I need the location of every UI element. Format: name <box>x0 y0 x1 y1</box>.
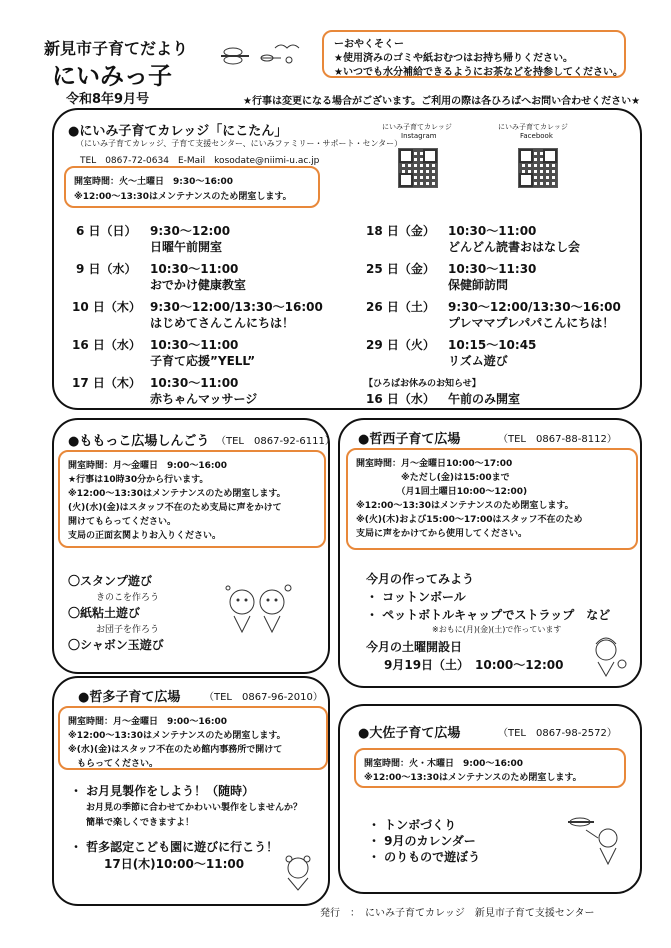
activity-sub: きのこを作ろう <box>96 593 160 603</box>
dragonfly-girl-illustration <box>560 808 630 868</box>
event: ・ お月見製作をしよう！（随時） <box>70 784 255 798</box>
event-name: 子育て応援”YELL” <box>150 354 256 368</box>
hours-text: ※12:00～13:30はメンテナンスのため閉室します。 <box>68 489 286 499</box>
hours-text: 開室時間：火・木曜日 9:00～16:00 <box>364 759 524 769</box>
make-title: 今月の作ってみよう <box>366 572 475 586</box>
hours-text: ★行事は10時30分から行います。 <box>68 475 209 485</box>
event-sub: 簡単で楽しくできますよ！ <box>86 818 195 828</box>
promise-title: ーおやくそくー <box>334 39 404 50</box>
event-time: 10:30～11:00 <box>150 376 239 390</box>
section-title: ●哲西子育て広場 <box>358 432 461 447</box>
hours-box <box>346 448 638 550</box>
section-title: ●ももっこ広場しんごう <box>68 434 210 449</box>
bear-illustration <box>278 852 318 892</box>
issue-label: 令和8年9月号 <box>66 92 150 107</box>
event-sub: お月見の季節に合わせてかわいい製作をしませんか？ <box>86 803 303 813</box>
global-notice: ★行事は変更になる場合がございます。ご利用の際は各ひろばへお問い合わせください★ <box>243 96 641 107</box>
event-time: 10:30～11:00 <box>150 338 239 352</box>
section-subtitle: （にいみ子育てカレッジ、子育て支援センター、にいみファミリー・サポート・センター） <box>76 139 403 148</box>
event-time: 9:30～12:00/13:30～16:00 <box>150 300 323 314</box>
hours-text: ※(水)(金)はスタッフ不在のため館内事務所で開けて <box>68 745 283 755</box>
event-date: 25 日（金） <box>366 262 435 276</box>
make-item: ・ コットンボール <box>366 590 466 604</box>
hours-box <box>64 166 320 208</box>
event-date: 6 日（日） <box>76 224 137 238</box>
hours-box <box>58 706 328 770</box>
hours-text: ※12:00～13:30はメンテナンスのため閉室します。 <box>68 731 286 741</box>
event-name: リズム遊び <box>448 354 508 368</box>
promise-box <box>322 30 626 78</box>
activity-sub: お団子を作ろう <box>96 625 160 635</box>
event-date: 17 日（木） <box>72 376 141 390</box>
momokko-section <box>52 418 335 674</box>
event-name: どんどん読書おはなし会 <box>448 240 581 254</box>
child-flower-illustration <box>588 634 628 678</box>
event-name: プレママプレパパこんにちは！ <box>448 316 615 330</box>
section-tel: （TEL 0867-88-8112） <box>498 434 617 445</box>
tetta-section <box>52 676 330 906</box>
saturday-date: 9月19日（土） 10:00～12:00 <box>384 658 564 672</box>
hours-text: もらってください。 <box>68 759 159 769</box>
hours-text: 開室時間：月～金曜日 9:00～16:00 <box>68 461 228 471</box>
qr-label: Facebook <box>520 132 553 140</box>
hours-text: (火)(水)(金)はスタッフ不在のため支局に声をかけて <box>68 503 282 513</box>
dragonfly-illustration <box>215 38 303 78</box>
event-time: 10:15～10:45 <box>448 338 537 352</box>
hours-text: ※12:00～13:30はメンテナンスのため閉室します。 <box>74 192 292 202</box>
hours-text: ※12:00～13:30はメンテナンスのため閉室します。 <box>364 773 582 783</box>
event-sub: 17日(木)10:00～11:00 <box>104 857 245 871</box>
facebook-qr-code[interactable] <box>518 148 558 188</box>
hours-text: 支局に声をかけてから使用してください。 <box>356 529 528 539</box>
saturday-title: 今月の土曜開設日 <box>366 640 463 654</box>
newsletter-title: 新見市子育てだより <box>44 39 189 58</box>
qr-label: Instagram <box>401 132 437 140</box>
event: ・ 哲多認定こども園に遊びに行こう！ <box>70 840 279 854</box>
closed-text: 午前のみ開室 <box>448 392 521 406</box>
hours-text: （月1回土曜日10:00～12:00) <box>356 487 528 497</box>
osa-section <box>338 704 642 894</box>
event-time: 10:30～11:00 <box>448 224 537 238</box>
hours-box <box>58 450 326 548</box>
activity: 〇スタンプ遊び <box>68 574 153 588</box>
activity: ・ トンボづくり <box>368 818 457 832</box>
make-note: ※おもに(月)(金)(土)で作っています <box>432 625 562 634</box>
event-date: 16 日（水） <box>72 338 141 352</box>
event-name: 赤ちゃんマッサージ <box>150 392 258 406</box>
event-date: 18 日（金） <box>366 224 435 238</box>
section-title: ●大佐子育て広場 <box>358 726 461 741</box>
section-title: ●にいみ子育てカレッジ「にこたん」 <box>68 124 288 139</box>
hours-text: ※(火)(木)および15:00～17:00はスタッフ不在のため <box>356 515 583 525</box>
event-time: 9:30～12:00/13:30～16:00 <box>448 300 621 314</box>
instagram-qr-code[interactable] <box>398 148 438 188</box>
children-illustration <box>222 580 292 636</box>
qr-label: にいみ子育てカレッジ <box>382 123 452 131</box>
qr-label: にいみ子育てカレッジ <box>498 123 568 131</box>
contact-info: TEL 0867-72-0634 E-Mail kosodate@niimi-u.ac.jp <box>80 156 320 166</box>
section-tel: （TEL 0867-96-2010） <box>204 692 323 703</box>
activity: ・ 9月のカレンダー <box>368 834 476 848</box>
newsletter-subtitle: にいみっ子 <box>52 62 172 90</box>
event-name: 日曜午前開室 <box>150 240 223 254</box>
event-name: おでかけ健康教室 <box>150 278 246 292</box>
event-date: 10 日（木） <box>72 300 141 314</box>
activity: ・ のりもので遊ぼう <box>368 850 481 864</box>
closed-date: 16 日（水） <box>366 392 435 406</box>
make-item: ・ ペットボトルキャップでストラップ など <box>366 608 611 622</box>
section-tel: （TEL 0867-98-2572） <box>498 728 617 739</box>
promise-line: ★いつでも水分補給できるようにお茶などを持参してください。 <box>334 67 623 78</box>
hours-text: 開室時間：月～金曜日 9:00～16:00 <box>68 717 228 727</box>
nikotan-section <box>52 108 642 410</box>
event-time: 10:30～11:00 <box>150 262 239 276</box>
section-tel: （TEL 0867-92-6111） <box>216 436 335 447</box>
hours-text: 支局の正面玄関よりお入りください。 <box>68 531 222 541</box>
event-name: はじめてさんこんにちは！ <box>150 316 295 330</box>
hours-text: ※ただし(金)は15:00まで <box>356 473 510 483</box>
event-date: 9 日（水） <box>76 262 137 276</box>
event-date: 26 日（土） <box>366 300 435 314</box>
event-time: 9:30～12:00 <box>150 224 231 238</box>
section-title: ●哲多子育て広場 <box>78 690 181 705</box>
event-name: 保健師訪問 <box>448 278 509 292</box>
activity: 〇紙粘土遊び <box>68 606 141 620</box>
publisher: 発行 ： にいみ子育てカレッジ 新見市子育て支援センター <box>320 908 595 919</box>
hours-text: ※12:00～13:30はメンテナンスのため閉室します。 <box>356 501 574 511</box>
closed-notice: 【ひろばお休みのお知らせ】 <box>364 379 481 389</box>
tessei-section <box>338 418 642 688</box>
event-date: 29 日（火） <box>366 338 435 352</box>
hours-text: 開室時間：火～土曜日 9:30～16:00 <box>74 177 234 187</box>
hours-text: 開けてもらってください。 <box>68 517 177 527</box>
hours-text: 開室時間：月～金曜日10:00～17:00 <box>356 459 513 469</box>
hours-box <box>354 748 626 788</box>
activity: 〇シャボン玉遊び <box>68 638 164 652</box>
promise-line: ★使用済みのゴミや紙おむつはお持ち帰りください。 <box>334 53 573 64</box>
event-time: 10:30～11:30 <box>448 262 537 276</box>
